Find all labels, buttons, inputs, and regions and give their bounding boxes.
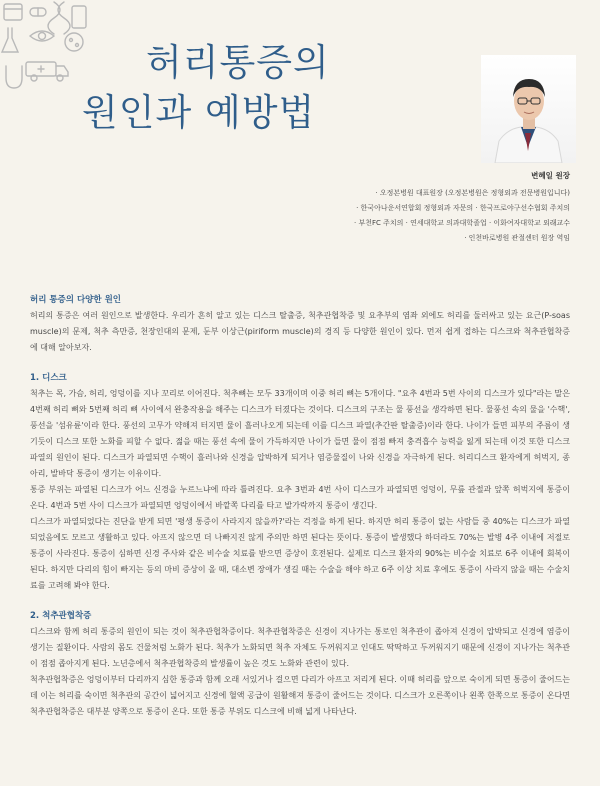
paragraph: 척추는 목, 가슴, 허리, 엉덩이를 지나 꼬리로 이어진다. 척추뼈는 모두 33개이며 이중 허리 뼈는 5개이다. "요추 4번과 5번 사이의 디스크가 있다"라는 말은 4번째 허리 뼈와 5번째 허리 뼈 사이에서 완충작용을 해주는 디스크가 터졌다는 것이다. 디스크의 구조는 물 풍선을 생각하면 된다. 물풍선 속의 물을 '수핵', 풍선을 '섬유륜'이라 한다. 풍선의 고무가 약해져 터지면 물이 흘러나오게 되는데 이를 디스크 파열(추간판 탈출증)이라 한다. 나이가 들면 피부의 주름이 생기듯이 디스크 또한 노화를 피할 수 없다. 젊을 때는 풍선 속에 물이 가득하지만 나이가 들면 물이 점점 빠져 충격흡수 능력을 잃게 되는데 이것 또한 디스크 파열의 원인이 된다. 디스크가 파열되면 수핵이 흘러나와 신경을 압박하게 되거나 염증물질이 나와 신경을 자극하게 된다. 허리디스크 환자에게 허벅지, 종아리, 발바닥 통증이 생기는 이유이다. [30, 389, 570, 478]
calendar-icon [4, 4, 22, 20]
author-credential: · 오정본병원 대표원장 (오정본병원은 정형외과 전문병원입니다) [375, 189, 570, 197]
title-line-1: 허리통증의 [146, 41, 330, 84]
section-heading-intro: 허리 통증의 다양한 원인 [30, 295, 121, 305]
paragraph: 통증 부위는 파열된 디스크가 어느 신경을 누르느냐에 따라 틀려진다. 요추 3번과 4번 사이 디스크가 파열되면 엉덩이, 무릎 관절과 앞쪽 허벅지에 통증이 온다. 4번과 5번 사이 디스크가 파열되면 엉덩이에서 바깥쪽 다리를 타고 발가락까지 통증이 생긴다. [30, 485, 570, 510]
paragraph: 디스크가 파열되었다는 진단을 받게 되면 '평생 통증이 사라지지 않을까?'라는 걱정을 하게 된다. 하지만 허리 통증이 없는 사람들 중 40%는 디스크가 파열되었음에도 모르고 생활하고 있다. 아프지 않으면 더 나빠지진 않게 주의만 하면 된다는 뜻이다. 통증이 발생했다 하더라도 70%는 발병 4주 이내에 저절로 통증이 사라진다. 통증이 심하면 신경 주사와 같은 비수술 치료를 받으면 증상이 호전된다. 실제로 디스크 환자의 90%는 비수술 치료로 6주 이내에 회복이 된다. 하지만 다리의 힘이 빠지는 등의 마비 증상이 올 때, 대소변 장애가 생길 때는 수술을 해야 하고 6주 이상 치료 후에도 통증이 사라지 않을 때는 수술치료를 고려해 봐야 한다. [30, 517, 570, 590]
dna-icon [48, 2, 70, 34]
paragraph: 척추관협착증은 엉덩이부터 다리까지 심한 통증과 함께 오래 서있거나 걸으면 다리가 아프고 저리게 된다. 이때 허리를 앞으로 숙이게 되면 통증이 줄어드는데 이는 허리를 숙이면 척추관의 공간이 넓어지고 신경에 혈액 공급이 원활해져 통증이 줄어드는 것이다. 디스크가 오른쪽이나 왼쪽 한쪽으로 통증이 온다면 척추관협착증은 대부분 양쪽으로 통증이 온다. 또한 통증 부위도 디스크에 비해 넓게 나타난다. [30, 675, 570, 716]
author-credential: · 한국아나운서연합회 정형외과 자문의 · 한국프로야구선수협회 주치의 [356, 204, 570, 212]
eye-icon [30, 31, 54, 41]
tablet-icon [72, 6, 86, 28]
article-body [30, 292, 570, 720]
ambulance-icon [26, 62, 68, 81]
pill-icon [30, 8, 46, 16]
author-photo [481, 55, 576, 163]
author-credential: · 인천바로병원 관절센터 원장 역임 [464, 234, 570, 242]
bacteria-icon [65, 33, 83, 51]
page-title [82, 38, 330, 138]
section-heading-stenosis: 2. 척추관협착증 [30, 611, 92, 621]
flask-icon [6, 66, 22, 88]
paragraph: 허리의 통증은 여러 원인으로 발생한다. 우리가 흔히 알고 있는 디스크 탈출증, 척추관협착증 및 요추부의 염좌 외에도 허리를 둘러싸고 있는 요근(P-soas muscle)의 문제, 척추 측만증, 천장인대의 문제, 둔부 이상근(piriform muscle)의 경직 등 다양한 원인이 있다. 먼저 쉽게 접하는 디스크와 척추관협착증에 대해 알아보자. [30, 311, 570, 352]
title-line-2: 원인과 예방법 [82, 91, 316, 134]
flask-icon [2, 28, 18, 52]
author-credential: · 부천FC 주치의 · 연세대학교 의과대학졸업 · 이화여자대학교 외래교수 [354, 219, 570, 227]
medical-icons-decoration [0, 0, 95, 100]
author-name: 변혜일 원장 [531, 171, 570, 180]
author-info [354, 168, 570, 246]
section-heading-disc: 1. 디스크 [30, 373, 67, 383]
paragraph: 디스크와 함께 허리 통증의 원인이 되는 것이 척추관협착증이다. 척추관협착증은 신경이 지나가는 통로인 척추관이 좁아져 신경이 압박되고 신경에 염증이 생기는 질환이다. 사람의 몸도 건물처럼 노화가 된다. 척추가 노화되면 척추 자체도 두꺼워지고 인대도 딱딱하고 두꺼워지기 때문에 신경이 지나가는 척추관이 점점 좁아지게 된다. 노년층에서 척추관협착증의 발생률이 높은 것도 노화와 관련이 있다. [30, 627, 570, 668]
